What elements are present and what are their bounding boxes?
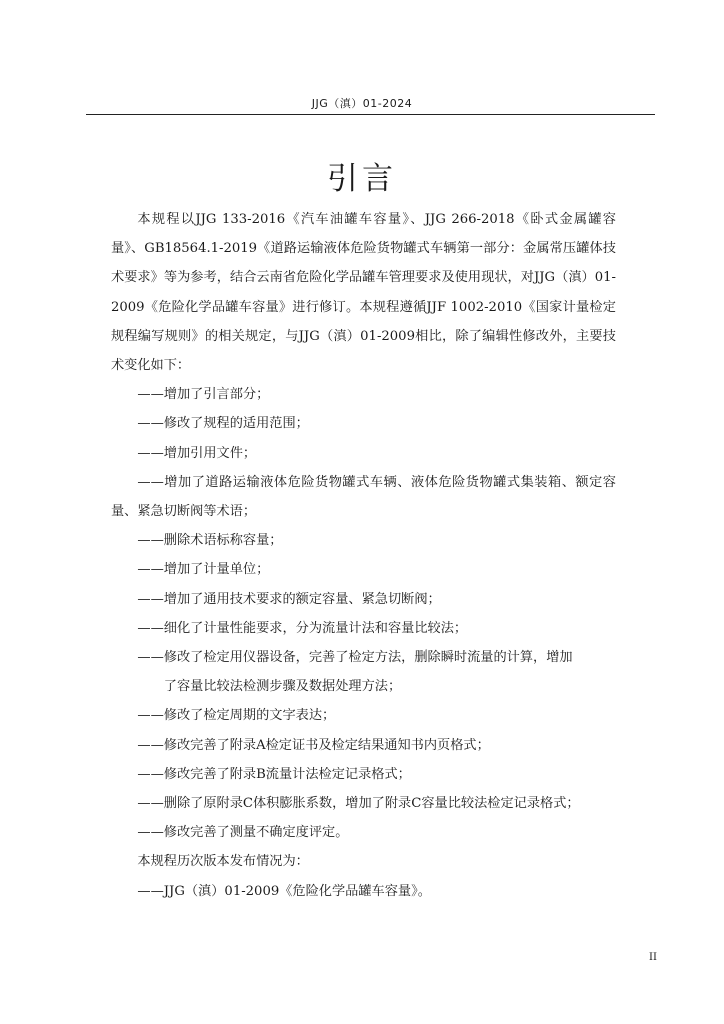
changes-list xyxy=(111,380,616,847)
change-item: ——增加了引言部分； xyxy=(137,387,270,403)
change-item: ——修改完善了测量不确定度评定。 xyxy=(137,825,349,841)
header-rule xyxy=(86,114,655,115)
page-number: II xyxy=(649,952,657,963)
change-item: ——删除了原附录C体积膨胀系数，增加了附录C容量比较法检定记录格式； xyxy=(137,796,580,812)
page-title: 引言 xyxy=(327,161,397,197)
intro-paragraph: 本规程以JJG 133-2016《汽车油罐车容量》、JJG 266-2018《卧式金属罐容量》、GB18564.1-2019《道路运输液体危险货物罐式车辆第一部分：金属常压罐体技术要求》等为参考，结合云南省危险化学品罐车管理要求及使用现状，对JJG（滇）01-2009《危险化学品罐车容量》进行修订。本规程遵循JJF 1002-2010《国家计量检定规程编写规则》的相关规定，与JJG（滇）01-2009相比，除了编辑性修改外，主要技术变化如下： xyxy=(111,212,616,374)
change-item: ——增加了道路运输液体危险货物罐式车辆、液体危险货物罐式集装箱、额定容量、紧急切断阀等术语； xyxy=(111,474,616,520)
change-item: ——修改完善了附录B流量计法检定记录格式； xyxy=(137,766,411,782)
change-item: ——修改完善了附录A检定证书及检定结果通知书内页格式； xyxy=(137,737,490,753)
document-body xyxy=(111,205,616,906)
change-item-continuation: 了容量比较法检测步骤及数据处理方法； xyxy=(163,679,402,695)
change-item: ——细化了计量性能要求，分为流量计法和容量比较法； xyxy=(137,620,468,636)
change-item: ——增加了计量单位； xyxy=(137,562,270,578)
history-item: ——JJG（滇）01-2009《危险化学品罐车容量》。 xyxy=(137,883,431,899)
change-item: ——删除术语标称容量； xyxy=(137,533,283,549)
change-item: ——修改了检定周期的文字表达； xyxy=(137,708,336,724)
change-item: ——增加了通用技术要求的额定容量、紧急切断阀； xyxy=(137,591,441,607)
change-item: ——修改了检定用仪器设备，完善了检定方法，删除瞬时流量的计算，增加 xyxy=(137,650,573,666)
change-item: ——增加引用文件； xyxy=(137,445,257,461)
history-heading: 本规程历次版本发布情况为： xyxy=(137,854,309,870)
page-header: JJG（滇）01-2024 xyxy=(311,97,413,110)
change-item: ——修改了规程的适用范围； xyxy=(137,416,309,432)
